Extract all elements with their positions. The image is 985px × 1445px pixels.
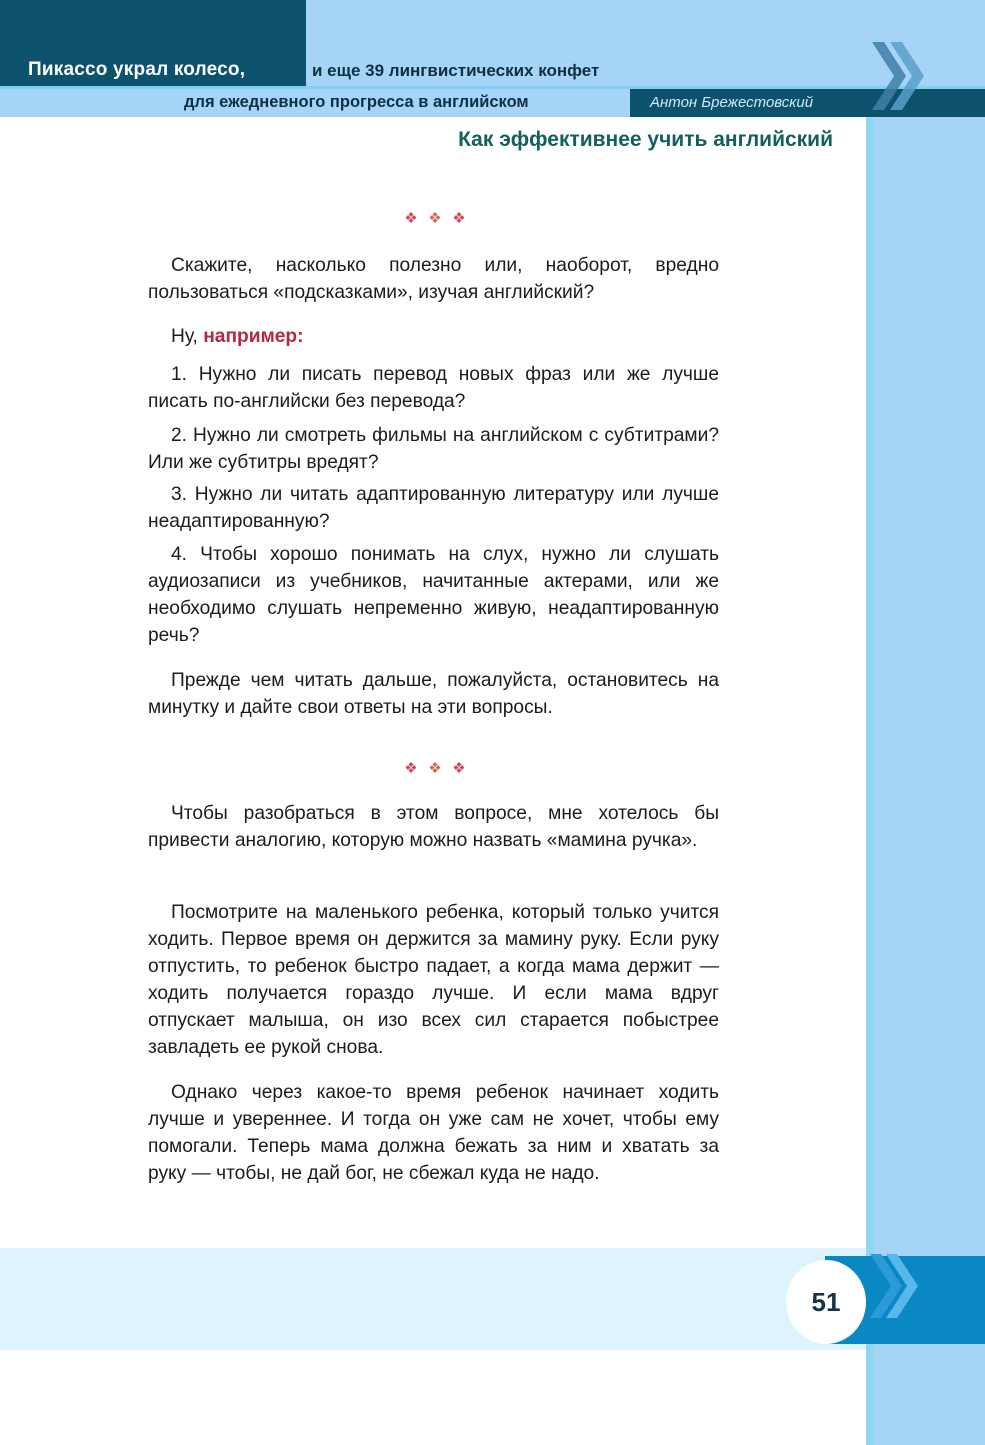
paragraph	[148, 800, 719, 854]
page-number-badge	[786, 1260, 866, 1344]
highlighted-text: например:	[203, 326, 304, 347]
paragraph	[148, 252, 719, 306]
paragraph-text: Скажите, насколько полезно или, наоборот, вредно пользоваться «подсказками», изучая английский?	[148, 255, 719, 303]
section-title: Как эффективнее учить английский	[458, 128, 833, 151]
flower-ornament-icon: ❖	[428, 759, 442, 777]
question-item	[148, 361, 719, 415]
book-title-rest: и еще 39 лингвистических конфет	[312, 61, 600, 80]
section-ornament	[395, 207, 475, 229]
paragraph-text: Ну,	[171, 326, 204, 347]
author-name: Антон Брежестовский	[650, 94, 814, 111]
section-ornament	[395, 757, 475, 779]
paragraph	[148, 1079, 719, 1187]
paragraph-text: Однако через какое-то время ребенок начинает ходить лучше и увереннее. И тогда он уже сам не хочет, чтобы ему помогали. Теперь мама должна бежать за ним и хватать за руку — чтобы, не дай бог, не сбежал куда не надо.	[148, 1082, 719, 1184]
flower-ornament-icon: ❖	[452, 209, 466, 227]
right-margin-strip	[866, 0, 985, 1445]
question-text: 2. Нужно ли смотреть фильмы на английском с субтитрами? Или же субтитры вредят?	[148, 425, 719, 473]
flower-ornament-icon: ❖	[404, 209, 418, 227]
flower-ornament-icon: ❖	[404, 759, 418, 777]
chevron-double-right-icon	[866, 1250, 930, 1322]
question-text: 3. Нужно ли читать адаптированную литературу или лучше неадаптированную?	[148, 484, 719, 532]
page-number: 51	[811, 1286, 841, 1317]
book-title-main: Пикассо украл колесо,	[28, 59, 246, 80]
paragraph-text: Чтобы разобраться в этом вопросе, мне хотелось бы привести аналогию, которую можно назвать «мамина ручка».	[148, 803, 719, 851]
book-subtitle: для ежедневного прогресса в английском	[184, 93, 529, 111]
flower-ornament-icon: ❖	[452, 759, 466, 777]
paragraph	[148, 667, 719, 721]
question-item	[148, 481, 719, 535]
flower-ornament-icon: ❖	[428, 209, 442, 227]
chevron-double-right-icon	[862, 38, 934, 114]
question-text: 4. Чтобы хорошо понимать на слух, нужно ли слушать аудиозаписи из учебников, начитанные актерами, или же необходимо слушать непременно живую, неадаптированную речь?	[148, 544, 719, 646]
footer-band	[0, 1248, 866, 1350]
paragraph-example	[148, 323, 719, 350]
paragraph-text: Прежде чем читать дальше, пожалуйста, остановитесь на минутку и дайте свои ответы на эти вопросы.	[148, 670, 719, 718]
paragraph-text: Посмотрите на маленького ребенка, который только учится ходить. Первое время он держится за мамину руку. Если руку отпустить, то ребенок быстро падает, а когда мама держит — ходить получается гораздо лучше. И если мама вдруг отпускает малыша, он изо всех сил старается побыстрее завладеть ее рукой снова.	[148, 902, 719, 1058]
question-item	[148, 422, 719, 476]
paragraph	[148, 899, 719, 1061]
question-text: 1. Нужно ли писать перевод новых фраз или же лучше писать по-английски без перевода?	[148, 364, 719, 412]
question-item	[148, 541, 719, 649]
